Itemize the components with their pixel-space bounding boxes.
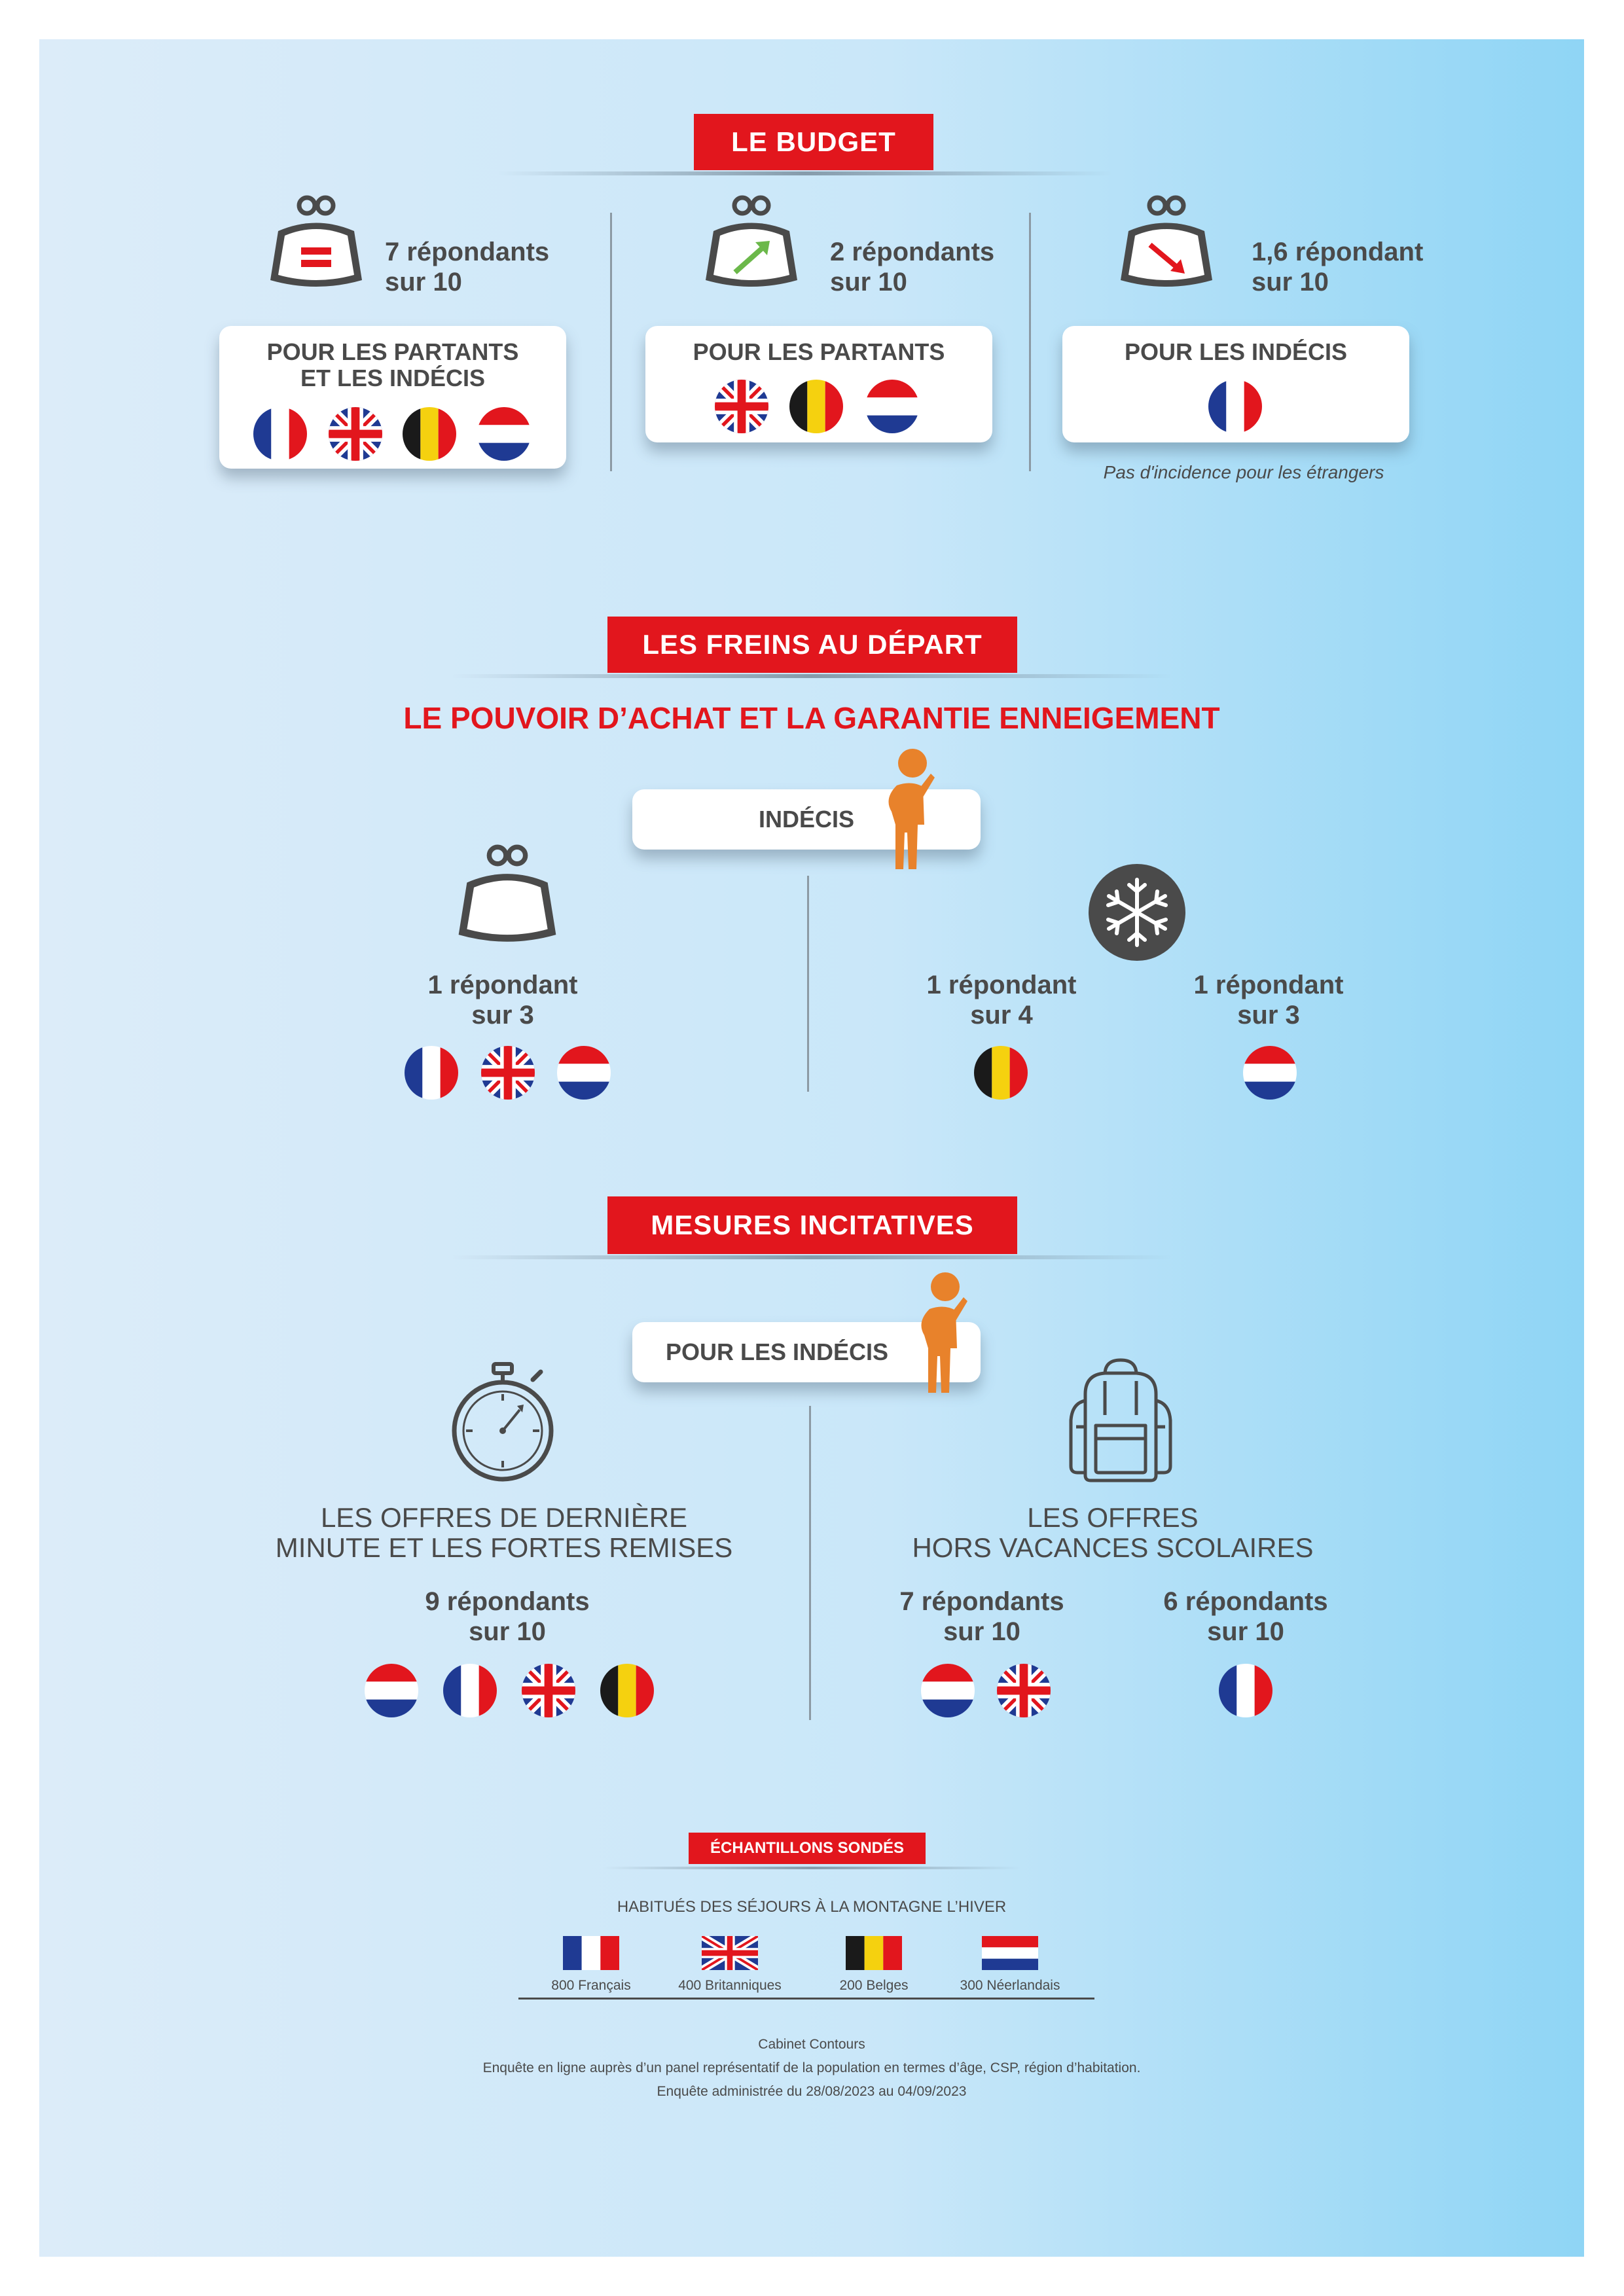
divider-line (602, 1867, 1021, 1869)
column-divider (610, 213, 612, 471)
freins-stat-right-b (1138, 970, 1399, 1030)
stat-line: sur 10 (469, 1617, 546, 1646)
flag-uk (997, 1664, 1051, 1717)
freins-headline: LE POUVOIR D’ACHAT ET LA GARANTIE ENNEIGEMENT (403, 701, 1220, 735)
mesures-stat-left (376, 1587, 638, 1647)
samples-underline (518, 1998, 1094, 2000)
freins-stat-right-a (871, 970, 1132, 1030)
flag-nl (477, 407, 531, 461)
stat-line: 1 répondant (926, 971, 1077, 999)
stat-line: sur 3 (471, 1001, 534, 1030)
thinking-person-icon (905, 1271, 970, 1395)
footer-line: Enquête administrée du 28/08/2023 au 04/09/2023 (657, 2084, 967, 2099)
flag-uk (329, 407, 382, 461)
column-divider (809, 1406, 811, 1720)
backpack-icon (1066, 1355, 1176, 1486)
mesures-right-title (851, 1503, 1375, 1563)
divider-line (452, 674, 1172, 678)
flag-nl (557, 1046, 611, 1100)
card-label: POUR LES PARTANTS (693, 338, 945, 365)
flag-nl (982, 1936, 1038, 1970)
flag-nl (1243, 1046, 1297, 1100)
divider-line (452, 1255, 1172, 1259)
thinking-person-icon (872, 747, 937, 872)
stopwatch-icon (449, 1361, 556, 1482)
stat-line: 1 répondant (1193, 971, 1344, 999)
flag-fr (253, 407, 307, 461)
stat-line: 2 répondants (830, 238, 995, 266)
flag-be (846, 1936, 902, 1970)
title-line: HORS VACANCES SCOLAIRES (912, 1532, 1314, 1563)
stat-line: sur 10 (943, 1617, 1020, 1646)
flag-uk (715, 380, 768, 433)
budget-stat-2 (830, 237, 994, 297)
stat-line: sur 10 (1252, 268, 1329, 296)
flag-fr (563, 1936, 619, 1970)
sample-label: 400 Britanniques (678, 1978, 782, 1993)
mesures-stat-right-b (1115, 1587, 1377, 1647)
flag-fr (1219, 1664, 1272, 1717)
flag-be (789, 380, 843, 433)
flag-fr (1208, 380, 1262, 433)
snowflake-icon (1089, 864, 1185, 961)
flag-nl (365, 1664, 418, 1717)
stat-line: 7 répondants (385, 238, 550, 266)
flag-fr (443, 1664, 497, 1717)
section-tag-freins: LES FREINS AU DÉPART (607, 617, 1017, 673)
budget-stat-3 (1252, 237, 1423, 297)
flag-be (403, 407, 456, 461)
card-label: ET LES INDÉCIS (300, 365, 486, 391)
title-line: MINUTE ET LES FORTES REMISES (275, 1532, 733, 1563)
section-tag-samples: ÉCHANTILLONS SONDÉS (689, 1833, 926, 1864)
mesures-stat-right-a (851, 1587, 1113, 1647)
stat-line: 6 répondants (1163, 1587, 1328, 1616)
mesures-left-title (242, 1503, 766, 1563)
flag-be (600, 1664, 654, 1717)
stat-line: sur 10 (1207, 1617, 1284, 1646)
section-tag-mesures: MESURES INCITATIVES (607, 1196, 1017, 1254)
flag-be (974, 1046, 1028, 1100)
footer-line: Cabinet Contours (758, 2037, 865, 2052)
card-label: POUR LES INDÉCIS (665, 1338, 889, 1365)
column-divider (807, 876, 809, 1092)
purse-equal-icon (264, 195, 369, 300)
footer-line: Enquête en ligne auprès d’un panel représentatif de la population en termes d’âge, CSP, région d’habitation. (482, 2060, 1141, 2075)
card-label: POUR LES PARTANTS (266, 338, 519, 365)
flag-uk (702, 1936, 758, 1970)
card-label: INDÉCIS (758, 806, 855, 833)
flag-uk (522, 1664, 575, 1717)
purse-down-icon (1114, 195, 1219, 300)
stat-line: 1 répondant (427, 971, 578, 999)
sample-label: 800 Français (551, 1978, 631, 1993)
budget-stat-1 (385, 237, 549, 297)
stat-line: sur 4 (970, 1001, 1033, 1030)
flag-fr (405, 1046, 458, 1100)
stat-line: sur 3 (1237, 1001, 1300, 1030)
stat-line: 7 répondants (899, 1587, 1064, 1616)
stat-line: sur 10 (830, 268, 907, 296)
section-tag-budget: LE BUDGET (694, 114, 933, 170)
column-divider (1029, 213, 1031, 471)
budget-note: Pas d'incidence pour les étrangers (1103, 462, 1384, 482)
sample-label: 200 Belges (839, 1978, 909, 1993)
stat-line: 1,6 répondant (1252, 238, 1424, 266)
flag-uk (481, 1046, 535, 1100)
purse-icon (452, 844, 563, 956)
stat-line: 9 répondants (425, 1587, 590, 1616)
freins-stat-left (372, 970, 634, 1030)
sample-label: 300 Néerlandais (960, 1978, 1060, 1993)
title-line: LES OFFRES DE DERNIÈRE (320, 1502, 688, 1533)
purse-up-icon (699, 195, 804, 300)
stat-line: sur 10 (385, 268, 462, 296)
divider-line (497, 171, 1113, 175)
flag-nl (865, 380, 919, 433)
samples-heading: HABITUÉS DES SÉJOURS À LA MONTAGNE L’HIVER (617, 1898, 1007, 1916)
card-label: POUR LES INDÉCIS (1124, 338, 1348, 365)
title-line: LES OFFRES (1027, 1502, 1199, 1533)
flag-nl (921, 1664, 975, 1717)
